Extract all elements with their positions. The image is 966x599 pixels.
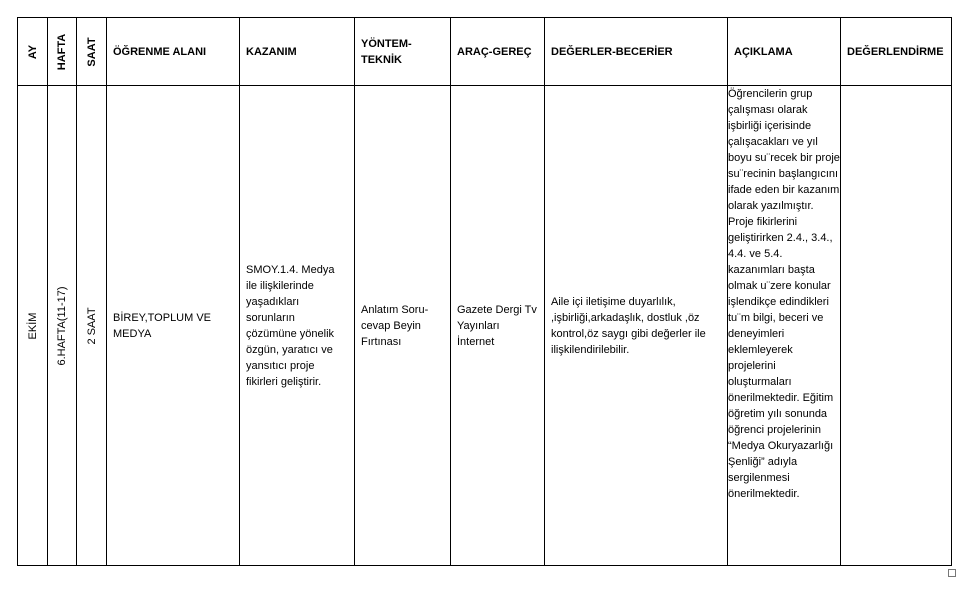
header-kazanim-label: KAZANIM <box>246 45 297 58</box>
header-ay <box>18 18 48 86</box>
cell-degerler-beceriler <box>545 86 728 566</box>
header-aciklama-label: AÇIKLAMA <box>734 45 793 58</box>
cell-aciklama-text: Öğrencilerin grup çalışması olarak işbirliği içerisinde çalışacakları ve yıl boyu su¨recek bir proje su¨recinin başlangıcını ifade eden bir kazanım olarak yazılmıştır. Proje fikirlerini geliştirirken 2.4., 3.4., 4.4. ve 5.4. kazanımları başta olmak u¨zere konular işlendikçe edindikleri tu¨m bilgi, beceri ve deneyimleri eklemleyerek projelerini oluşturmaları önerilmektedir. Eğitim öğretim yılı sonunda öğrenci projelerinin “Medya Okuryazarlığı Şenliği” adıyla sergilenmesi önerilmektedir. <box>728 88 840 500</box>
header-degerler-beceriler-label: DEĞERLER-BECERİER <box>551 45 673 58</box>
table-resize-handle[interactable] <box>948 569 956 577</box>
table-row <box>18 86 952 566</box>
header-ay-label: AY <box>26 44 39 59</box>
cell-hafta <box>48 86 77 566</box>
cell-ay-text: EKİM <box>26 312 39 339</box>
cell-ogrenme-alani <box>107 86 240 566</box>
header-degerler-beceriler <box>545 18 728 86</box>
header-aciklama <box>728 18 841 86</box>
header-yontem-teknik-label: YÖNTEM-TEKNİK <box>361 37 412 66</box>
header-degerlendirme-label: DEĞERLENDİRME <box>847 45 944 58</box>
header-yontem-teknik <box>355 18 451 86</box>
header-kazanim <box>240 18 355 86</box>
header-ogrenme-alani-label: ÖĞRENME ALANI <box>113 45 207 58</box>
cell-hafta-text: 6.HAFTA(11-17) <box>56 285 68 366</box>
cell-kazanim-text: SMOY.1.4. Medya ile ilişkilerinde yaşadıkları sorunların çözümüne yönelik özgün, yaratıcı ve yansıtıcı proje fikirleri geliştirir. <box>246 263 335 388</box>
cell-yontem-teknik <box>355 86 451 566</box>
cell-kazanim <box>240 86 355 566</box>
plan-table <box>17 17 952 566</box>
header-arac-gerec <box>451 18 545 86</box>
cell-saat <box>77 86 107 566</box>
header-row <box>18 18 952 86</box>
header-arac-gerec-label: ARAÇ-GEREÇ <box>457 45 532 58</box>
header-saat <box>77 18 107 86</box>
header-hafta-label: HAFTA <box>56 33 68 70</box>
cell-degerler-beceriler-text: Aile içi iletişime duyarlılık, ,işbirliği,arkadaşlık, dostluk ,öz kontrol,öz saygı gibi değerler ile ilişkilendirilebilir. <box>551 295 706 356</box>
cell-ogrenme-alani-text: BİREY,TOPLUM VE MEDYA <box>113 311 212 340</box>
cell-aciklama <box>728 86 841 566</box>
header-hafta <box>48 18 77 86</box>
cell-saat-text: 2 SAAT <box>85 306 98 345</box>
cell-ay <box>18 86 48 566</box>
cell-arac-gerec-text: Gazete Dergi Tv Yayınları İnternet <box>457 303 537 348</box>
header-saat-label: SAAT <box>85 36 98 67</box>
cell-degerlendirme <box>841 86 952 566</box>
cell-arac-gerec <box>451 86 545 566</box>
header-degerlendirme <box>841 18 952 86</box>
header-ogrenme-alani <box>107 18 240 86</box>
cell-yontem-teknik-text: Anlatım Soru-cevap Beyin Fırtınası <box>361 303 429 348</box>
